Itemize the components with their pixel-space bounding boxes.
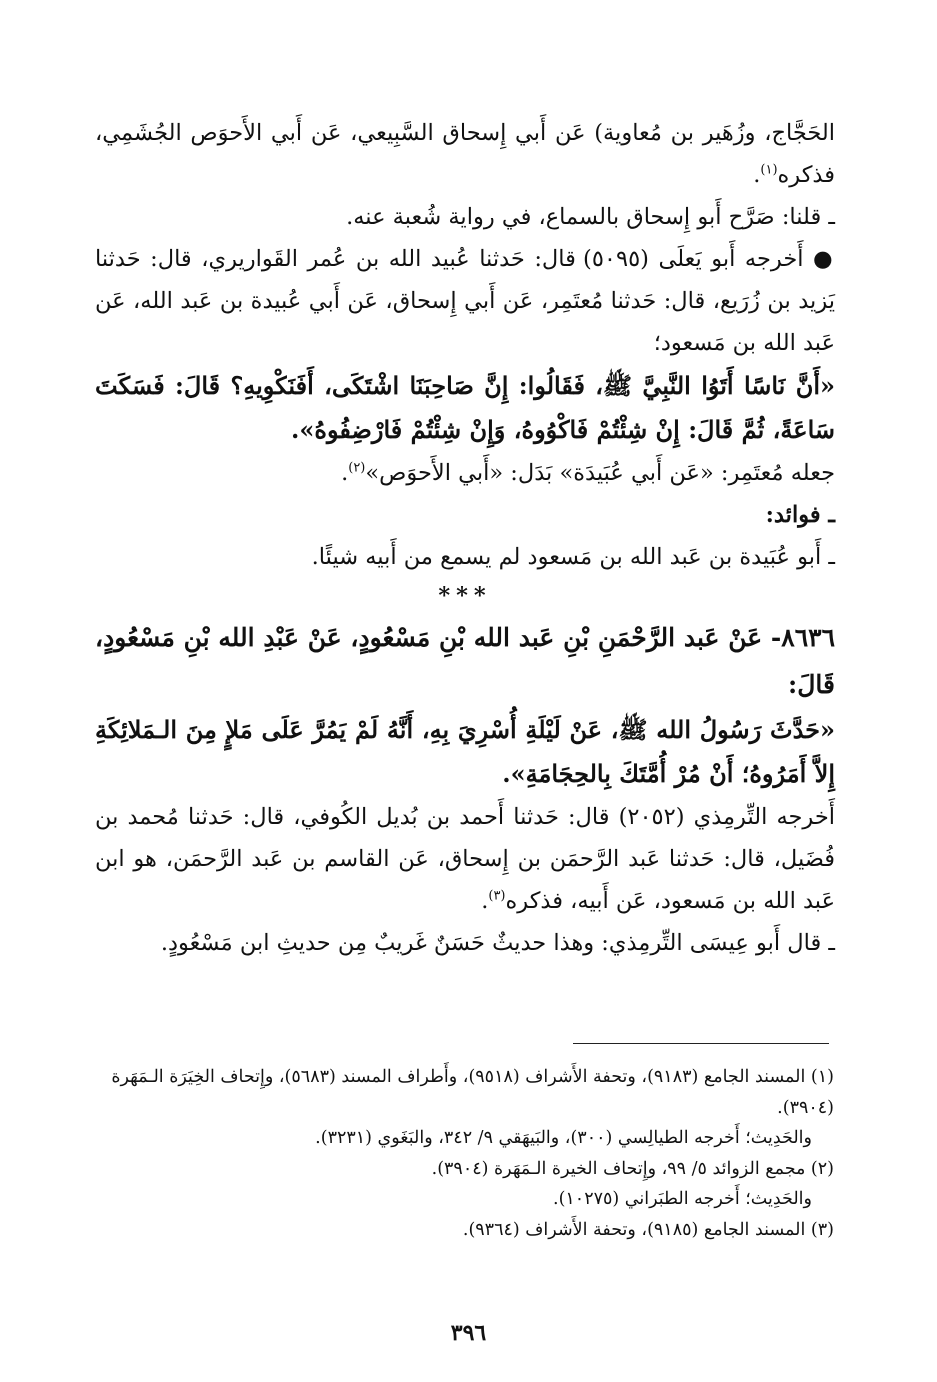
footnote-1: (١) المسند الجامع (٩١٨٣)، وتحفة الأَشراف (٩٥١٨)، وأَطراف المسند (٥٦٨٣)، وإِتحاف الخِيَرَة الـمَهَرة (٣٩٠٤).: [111, 1067, 834, 1118]
footnote-divider: [573, 1043, 829, 1044]
paragraph-tirmidhi-grading: ـ قال أَبو عِيسَى التِّرمِذي: وهذا حديثٌ حَسَنٌ غَريبٌ مِن حديثِ ابن مَسْعُودٍ.: [160, 930, 835, 956]
hadith-text-cautery: «أَنَّ نَاسًا أَتَوُا النَّبِيَّ ﷺ، فَقَالُوا: إِنَّ صَاحِبَنَا اشْتَكَى، أَفَنَكْوِيهِ؟ قَالَ: فَسَكَتَ سَاعَةً، ثُمَّ قَالَ: إِنْ شِئْتُمْ فَاكْوُوهُ، وَإِنْ شِئْتُمْ فَارْضِفُوهُ».: [95, 371, 835, 444]
section-heading-fawaid: ـ فوائد:: [765, 502, 835, 528]
footnote-3: (٣) المسند الجامع (٩١٨٥)، وتحفة الأَشراف (٩٣٦٤).: [462, 1219, 834, 1240]
footnote-marker: (٢): [348, 460, 366, 476]
paragraph-mutamir-note: جعله مُعتَمِر: «عَن أَبي عُبَيدَة» بَدَل: «أَبي الأَحوَص»$^{(٢)}$.: [341, 460, 835, 486]
hadith-number-heading: ٨٦٣٦- عَنْ عَبد الرَّحْمَنِ بْنِ عَبد الله بْنِ مَسْعُودٍ، عَنْ عَبْدِ الله بْنِ مَسْعُودٍ، قَالَ:: [95, 623, 835, 699]
section-separator-stars: ***: [438, 583, 492, 609]
footnote-marker: (١): [760, 162, 778, 178]
paragraph-isnad-continuation: الحَجَّاج، وزُهَير بن مُعاوية) عَن أَبي إِسحاق السَّبِيعي، عَن أَبي الأَحوَص الجُشَمِي، فذكره$^{(١)}$.: [95, 120, 835, 188]
paragraph-tirmidhi: أَخرجه التِّرمِذي (٢٠٥٢) قال: حَدثنا أَحمد بن بُديل الكُوفي، قال: حَدثنا مُحمد بن فُضَيل، قال: حَدثنا عَبد الرَّحمَن بن إِسحاق، عَن القاسم بن عَبد الرَّحمَن، هو ابن عَبد الله بن مَسعود، عَن أَبيه، فذكره$^{(٣)}$.: [95, 804, 835, 914]
footnote-1-continuation: والحَدِيث؛ أَخرجه الطيالِسي (٣٠٠)، والبَيهَقي ٩/ ٣٤٢، والبَغَوي (٣٢٣١).: [315, 1128, 812, 1148]
page-number: ٣٩٦: [450, 1320, 487, 1346]
paragraph-text: أَخرجه التِّرمِذي (٢٠٥٢) قال: حَدثنا أَحمد بن بُديل الكُوفي، قال: حَدثنا مُحمد بن فُضَيل، قال: حَدثنا عَبد الرَّحمَن بن إِسحاق، عَن القاسم بن عَبد الرَّحمَن، هو ابن عَبد الله بن مَسعود، عَن أَبيه، فذكره: [95, 804, 835, 914]
footnote-2: (٢) مجمع الزوائد ٥/ ٩٩، وإِتحاف الخيرة الـمَهَرة (٣٩٠٤).: [431, 1158, 834, 1179]
paragraph-text: الحَجَّاج، وزُهَير بن مُعاوية) عَن أَبي إِسحاق السَّبِيعي، عَن أَبي الأَحوَص الجُشَمِي، فذكره: [95, 120, 835, 188]
paragraph-abu-yala: ● أَخرجه أَبو يَعلَى (٥٠٩٥) قال: حَدثنا عُبيد الله بن عُمر القَواريري، قال: حَدثنا يَزيد بن زُرَيع، قال: حَدثنا مُعتَمِر، عَن أَبي إِسحاق، عَن أَبي عُبيدة بن عَبد الله، عَن عَبد الله بن مَسعود؛: [95, 246, 835, 356]
paragraph-note-sama: ـ قلنا: صَرَّح أَبو إِسحاق بالسماع، في رواية شُعبة عنه.: [346, 204, 835, 230]
main-text: [95, 112, 835, 964]
paragraph-fawaid-note: ـ أَبو عُبَيدة بن عَبد الله بن مَسعود لم يسمع من أَبيه شيئًا.: [311, 544, 835, 570]
footnotes: [98, 1062, 834, 1245]
hadith-text-hijama: «حَدَّثَ رَسُولُ الله ﷺ، عَنْ لَيْلَةِ أُسْرِيَ بِهِ، أَنَّهُ لَمْ يَمُرَّ عَلَى مَلإٍ مِنَ الـمَلائِكَةِ إِلاَّ أَمَرُوهُ؛ أَنْ مُرْ أُمَّتَكَ بِالحِجَامَةِ».: [95, 715, 835, 788]
paragraph-text: جعله مُعتَمِر: «عَن أَبي عُبَيدَة» بَدَل: «أَبي الأَحوَص»: [365, 460, 835, 486]
footnote-marker: (٣): [488, 888, 506, 904]
footnote-2-continuation: والحَدِيث؛ أَخرجه الطبَراني (١٠٢٧٥).: [553, 1189, 812, 1209]
